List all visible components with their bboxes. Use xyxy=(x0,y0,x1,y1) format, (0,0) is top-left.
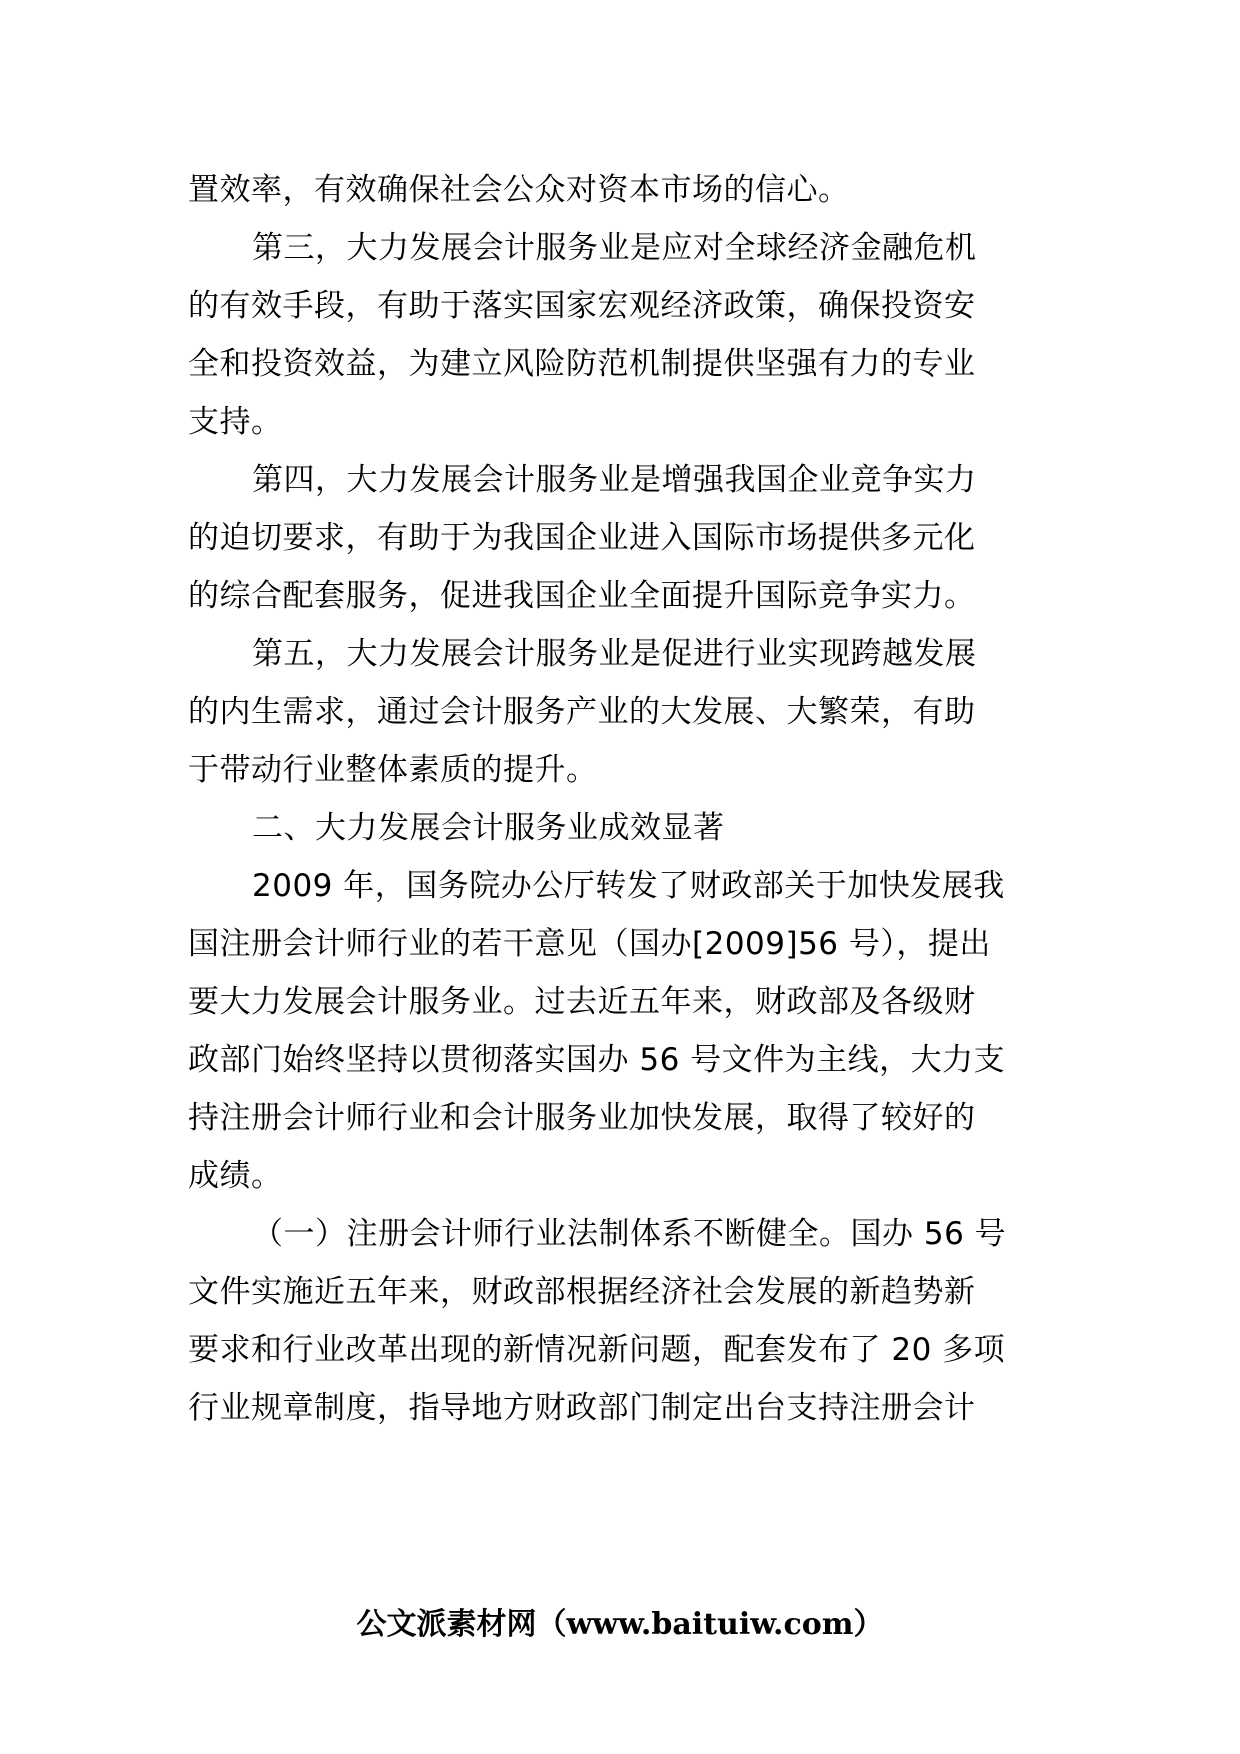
section-heading: 二、大力发展会计服务业成效显著 xyxy=(252,810,725,846)
text-line: 第四，大力发展会计服务业是增强我国企业竞争实力 xyxy=(252,462,977,498)
text-line: 于带动行业整体素质的提升。 xyxy=(188,752,598,788)
text-line: 持注册会计师行业和会计服务业加快发展，取得了较好的 xyxy=(188,1100,976,1136)
text-line: 2009 年，国务院办公厅转发了财政部关于加快发展我 xyxy=(252,868,1005,904)
text-line: 政部门始终坚持以贯彻落实国办 56 号文件为主线，大力支 xyxy=(188,1042,1006,1078)
text-line: 支持。 xyxy=(188,404,283,440)
text-line: 的综合配套服务，促进我国企业全面提升国际竞争实力。 xyxy=(188,578,976,614)
text-line: 要大力发展会计服务业。过去近五年来，财政部及各级财 xyxy=(188,984,976,1020)
text-line: 置效率，有效确保社会公众对资本市场的信心。 xyxy=(188,172,850,208)
text-line: 第五，大力发展会计服务业是促进行业实现跨越发展 xyxy=(252,636,977,672)
text-line: 的迫切要求，有助于为我国企业进入国际市场提供多元化 xyxy=(188,520,976,556)
text-line: 第三，大力发展会计服务业是应对全球经济金融危机 xyxy=(252,230,977,266)
text-line: （一）注册会计师行业法制体系不断健全。国办 56 号 xyxy=(252,1216,1007,1252)
text-line: 全和投资效益，为建立风险防范机制提供坚强有力的专业 xyxy=(188,346,976,382)
footer-watermark: 公文派素材网（www.baituiw.com） xyxy=(356,1607,884,1642)
text-line: 国注册会计师行业的若干意见（国办[2009]56 号），提出 xyxy=(188,926,991,962)
text-line: 行业规章制度，指导地方财政部门制定出台支持注册会计 xyxy=(188,1390,976,1426)
text-line: 要求和行业改革出现的新情况新问题，配套发布了 20 多项 xyxy=(188,1332,1006,1368)
text-line: 成绩。 xyxy=(188,1158,283,1194)
text-line: 文件实施近五年来，财政部根据经济社会发展的新趋势新 xyxy=(188,1274,976,1310)
text-line: 的内生需求，通过会计服务产业的大发展、大繁荣，有助 xyxy=(188,694,976,730)
text-line: 的有效手段，有助于落实国家宏观经济政策，确保投资安 xyxy=(188,288,976,324)
